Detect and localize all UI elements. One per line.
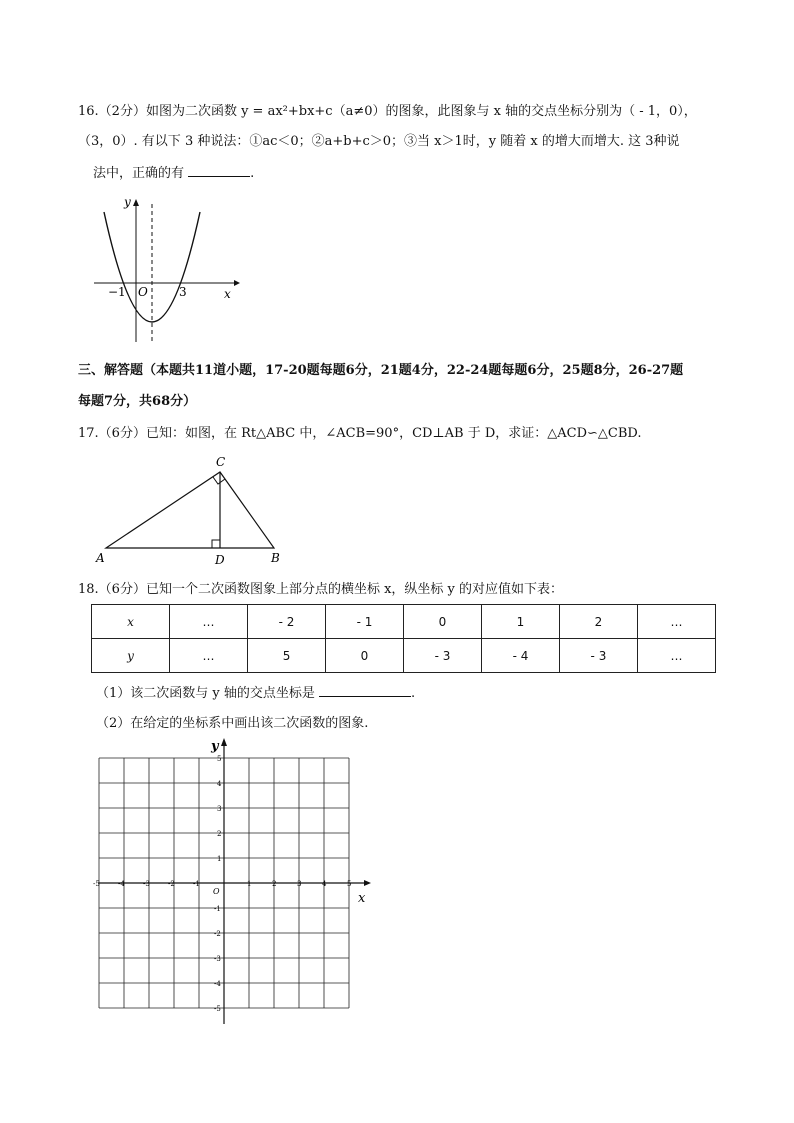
q16-x-label: x [224, 287, 231, 301]
table-cell: … [169, 605, 247, 639]
x-tick-label: 1 [247, 880, 252, 888]
q17-triangle-abc [106, 472, 274, 548]
x-tick-label: -2 [168, 880, 175, 888]
q18-text: 18.（6分）已知一个二次函数图象上部分点的横坐标 x，纵坐标 y 的对应值如下表： [78, 582, 564, 597]
q18-coordinate-grid [88, 736, 378, 1026]
q18-sub-1-prefix: （1）该二次函数与 y 轴的交点坐标是 [96, 686, 315, 701]
table-cell: 2 [559, 605, 637, 639]
table-cell: … [637, 639, 715, 673]
y-tick-label: 1 [217, 855, 222, 863]
table-cell: 5 [248, 639, 326, 673]
table-cell: - 2 [248, 605, 326, 639]
y-tick-label: -2 [214, 930, 221, 938]
q16-line-3 [93, 164, 254, 183]
q16-x-arrow-icon [234, 280, 240, 286]
table-cell: x [92, 605, 170, 639]
x-tick-label: 3 [297, 880, 302, 888]
table-row [92, 605, 716, 639]
q18-y-arrow-icon [221, 738, 227, 746]
table-row [92, 639, 716, 673]
y-tick-label: -3 [214, 955, 221, 963]
q16-y-arrow-icon [133, 199, 139, 206]
q18-answer-blank[interactable] [319, 684, 411, 697]
x-tick-label: 2 [272, 880, 277, 888]
q16-line-2: （3，0）. 有以下 3 种说法：①ac＜0；②a+b+c＞0；③当 x＞1时，y 随着 x 的增大而增大. 这 3种说 [78, 134, 680, 149]
tick-labels [93, 755, 351, 1013]
table-cell: - 4 [481, 639, 559, 673]
x-tick-label: -5 [93, 880, 100, 888]
q16-line-3-suffix: . [250, 166, 255, 181]
table-cell: 0 [403, 605, 481, 639]
q17-triangle-figure [92, 452, 292, 568]
section-3-heading-line-2: 每题7分，共68分） [78, 394, 197, 409]
q17-text: 17.（6分）已知：如图，在 Rt△ABC 中，∠ACB=90°，CD⊥AB 于 D，求证：△ACD∽△CBD. [78, 426, 642, 441]
table-cell: - 1 [326, 605, 404, 639]
q18-x-arrow-icon [364, 880, 371, 886]
q16-line-3-prefix: 法中，正确的有 [93, 166, 185, 181]
x-tick-label: 4 [322, 880, 327, 888]
q16-line-1: 16.（2分）如图为二次函数 y = ax²+bx+c（a≠0）的图象，此图象与 x 轴的交点坐标分别为（ - 1，0）， [78, 104, 697, 119]
y-tick-label: 5 [217, 755, 222, 763]
q16-parabola-graph [90, 192, 250, 348]
q18-value-table [91, 604, 716, 673]
y-tick-label: 3 [217, 805, 222, 813]
q18-y-label: y [211, 739, 219, 754]
section-3-heading-line-1: 三、解答题（本题共11道小题，17-20题每题6分，21题4分，22-24题每题6分，25题8分，26-27题 [78, 363, 684, 378]
x-tick-label: -1 [193, 880, 200, 888]
q17-label-a: A [96, 551, 105, 565]
table-cell: … [169, 639, 247, 673]
q17-label-c: C [216, 455, 226, 469]
q16-root-right-label: 3 [179, 285, 187, 299]
table-cell: - 3 [403, 639, 481, 673]
q18-sub-1-suffix: . [411, 686, 416, 701]
q16-y-label: y [124, 195, 131, 209]
q18-origin-label: O [213, 887, 220, 896]
table-cell: … [637, 605, 715, 639]
y-tick-label: -5 [214, 1005, 221, 1013]
table-cell: - 3 [559, 639, 637, 673]
q17-label-d: D [215, 553, 225, 567]
q16-origin-label: O [138, 285, 148, 299]
q18-sub-1 [96, 684, 415, 703]
q16-answer-blank[interactable] [188, 164, 250, 177]
q16-root-left-label: −1 [108, 285, 126, 299]
x-tick-label: 5 [347, 880, 352, 888]
x-tick-label: -4 [118, 880, 125, 888]
q18-sub-2: （2）在给定的坐标系中画出该二次函数的图象. [96, 716, 369, 731]
q17-right-angle-d-icon [212, 540, 220, 548]
table-cell: 1 [481, 605, 559, 639]
y-tick-label: -1 [214, 905, 221, 913]
table-cell: y [92, 639, 170, 673]
q17-right-angle-c-icon [213, 477, 225, 484]
y-tick-label: 4 [217, 780, 222, 788]
q18-x-label: x [358, 891, 366, 906]
y-tick-label: -4 [214, 980, 221, 988]
table-cell: 0 [326, 639, 404, 673]
q17-label-b: B [271, 551, 280, 565]
x-tick-label: -3 [143, 880, 150, 888]
y-tick-label: 2 [217, 830, 222, 838]
